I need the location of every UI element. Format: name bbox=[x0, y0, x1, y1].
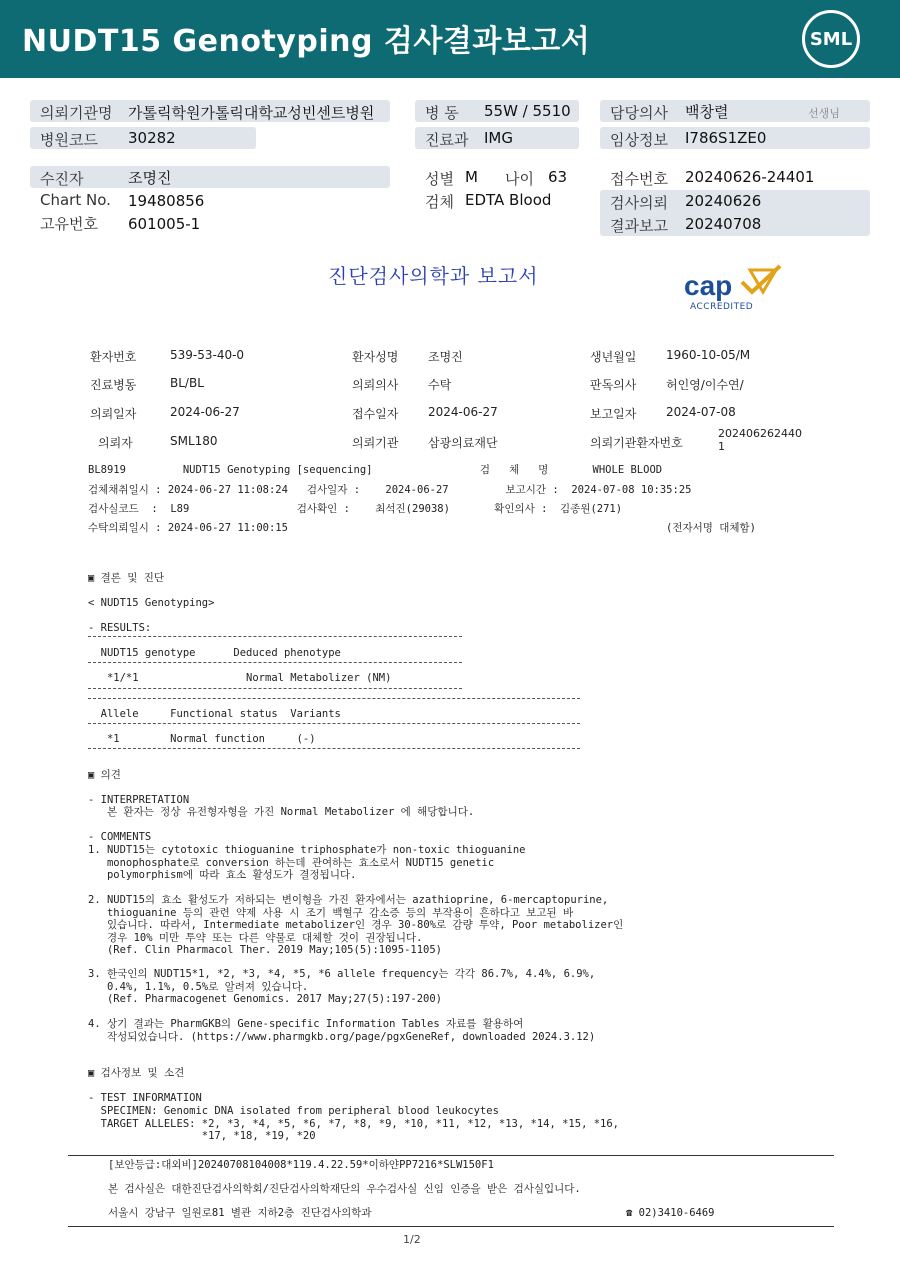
grid-label: 접수일자 bbox=[352, 407, 399, 421]
grid-label: 생년월일 bbox=[590, 350, 637, 364]
comment-1: 1. NUDT15는 cytotoxic thioguanine triphosphate가 non-toxic thioguanine monophosphate로 conversion 하는데 관여하는 효소로서 NUDT15 genetic polymorphism에 따라 효소 활성도가 결정됩니다. bbox=[88, 844, 526, 881]
divider bbox=[88, 688, 462, 689]
results-heading: - RESULTS: bbox=[88, 622, 152, 634]
grid-value: 1 bbox=[718, 440, 725, 453]
table1-header: NUDT15 genotype Deduced phenotype bbox=[88, 647, 341, 659]
grid-value: 2024-06-27 bbox=[428, 405, 498, 419]
phone: ☎ 02)3410-6469 bbox=[626, 1207, 715, 1219]
comment-2: 2. NUDT15의 효소 활성도가 저하되는 변이형을 가진 환자에서는 azathioprine, 6-mercaptopurine, thioguanine 등의 관련 약제 사용 시 조기 백혈구 감소증 등의 부작용이 흔하다고 보고된 바 있습니다. 따라서, Intermediate metabolizer인 경우 30-80%로 감량 투약, Poor metabolizer인 경우 10% 미만 투약 또는 다른 약물로 대체할 것이 권장됩니다. (Ref. Clin Pharmacol Ther. 2019 May;105(5):1095-1105) bbox=[88, 894, 624, 956]
grid-label: 의뢰일자 bbox=[90, 407, 137, 421]
patient-label: 수진자 bbox=[40, 170, 84, 188]
cap-sub: ACCREDITED bbox=[690, 302, 754, 312]
comment-3: 3. 한국인의 NUDT15*1, *2, *3, *4, *5, *6 allele frequency는 각각 86.7%, 4.4%, 6.9%, 0.4%, 1.1%, 0.5%로 알려져 있습니다. (Ref. Pharmacogenet Genomics. 2017 May;27(5):197-200) bbox=[88, 968, 596, 1005]
grid-label: 의뢰기관 bbox=[352, 436, 399, 450]
footer-divider bbox=[68, 1155, 834, 1156]
chart-value: 19480856 bbox=[128, 192, 205, 210]
security-line: [보안등급:대외비]20240708104008*119.4.22.59*이하얀PP7216*SLW150F1 bbox=[108, 1159, 494, 1171]
cert-line: 본 검사실은 대한진단검사의학회/진단검사의학재단의 우수검사실 신임 인증을 받은 검사실입니다. bbox=[108, 1183, 581, 1195]
report-heading: 진단검사의학과 보고서 bbox=[328, 264, 539, 288]
grid-value: 2024-07-08 bbox=[666, 405, 736, 419]
test-info-heading: - TEST INFORMATION bbox=[88, 1092, 202, 1104]
divider bbox=[88, 662, 462, 663]
clin-value: I786S1ZE0 bbox=[685, 129, 767, 147]
grid-label: 의뢰기관환자번호 bbox=[590, 436, 683, 450]
patient-value: 조명진 bbox=[128, 169, 172, 187]
table2-header: Allele Functional status Variants bbox=[88, 708, 341, 720]
req-org-value: 가톨릭학원가톨릭대학교성빈센트병원 bbox=[128, 104, 375, 122]
dept-label: 진료과 bbox=[425, 131, 469, 149]
result-date-label: 결과보고 bbox=[610, 217, 668, 235]
result-date-value: 20240708 bbox=[685, 215, 762, 233]
recv-value: 20240626-24401 bbox=[685, 168, 815, 186]
bl-line: BL8919 NUDT15 Genotyping [sequencing] 검 체 명 WHOLE BLOOD bbox=[88, 464, 663, 476]
grid-value: 202406262440 bbox=[718, 427, 802, 440]
chart-label: Chart No. bbox=[40, 191, 111, 209]
hosp-code-value: 30282 bbox=[128, 129, 176, 147]
grid-label: 진료병동 bbox=[90, 378, 137, 392]
detail-line-3: 수탁의뢰일시 : 2024-06-27 11:00:15 bbox=[88, 522, 288, 534]
table1-row: *1/*1 Normal Metabolizer (NM) bbox=[88, 672, 392, 684]
detail-line-2: 검사실코드 : L89 검사확인 : 최석진(29038) 확인의사 : 김종원(271) bbox=[88, 503, 623, 515]
specimen-label: 검체 bbox=[425, 193, 454, 211]
doctor-value: 백창렬 bbox=[685, 103, 729, 121]
ward-label: 병 동 bbox=[425, 104, 459, 122]
uid-value: 601005-1 bbox=[128, 215, 201, 233]
grid-label: 보고일자 bbox=[590, 407, 637, 421]
patient-bar bbox=[30, 166, 390, 188]
footer-divider bbox=[68, 1226, 834, 1227]
recv-label: 접수번호 bbox=[610, 170, 668, 188]
divider bbox=[88, 723, 580, 724]
grid-value: SML180 bbox=[170, 434, 218, 448]
interpretation-heading: - INTERPRETATION bbox=[88, 794, 190, 806]
ward-value: 55W / 5510 bbox=[484, 102, 571, 120]
grid-label: 환자성명 bbox=[352, 350, 399, 364]
cap-accredited-logo bbox=[680, 262, 790, 318]
test-req-label: 검사의뢰 bbox=[610, 194, 668, 212]
sml-logo: SML bbox=[802, 10, 860, 68]
section-opinion: ▣ 의견 bbox=[88, 769, 121, 781]
grid-value: BL/BL bbox=[170, 376, 204, 390]
divider bbox=[88, 748, 580, 749]
grid-value: 조명진 bbox=[428, 350, 463, 364]
grid-value: 수탁 bbox=[428, 378, 452, 392]
test-info-text: SPECIMEN: Genomic DNA isolated from peripheral blood leukocytes TARGET ALLELES: *2, *3, *4, *5, *6, *7, *8, *9, *10, *11, *12, *13, *14, *15, *16, *17, *18, *19, *20 bbox=[100, 1105, 620, 1142]
divider bbox=[88, 698, 580, 699]
grid-label: 의뢰자 bbox=[98, 436, 133, 450]
grid-label: 의뢰의사 bbox=[352, 378, 399, 392]
section-conclusion: ▣ 결론 및 진단 bbox=[88, 572, 165, 584]
section-test-info: ▣ 검사정보 및 소견 bbox=[88, 1067, 185, 1079]
age-value: 63 bbox=[548, 168, 568, 186]
subtitle-nudt15: < NUDT15 Genotyping> bbox=[88, 597, 215, 609]
doctor-suffix: 선생님 bbox=[808, 107, 840, 120]
report-title: NUDT15 Genotyping 검사결과보고서 bbox=[22, 24, 591, 59]
patient-grid bbox=[90, 348, 870, 458]
esign-note: (전자서명 대체함) bbox=[666, 522, 756, 534]
grid-value: 2024-06-27 bbox=[170, 405, 240, 419]
clin-label: 임상정보 bbox=[610, 131, 668, 149]
hosp-code-label: 병원코드 bbox=[40, 131, 98, 149]
uid-label: 고유번호 bbox=[40, 215, 98, 233]
grid-value: 1960-10-05/M bbox=[666, 348, 751, 362]
header-banner bbox=[0, 0, 900, 78]
detail-line-1: 검체채취일시 : 2024-06-27 11:08:24 검사일자 : 2024-06-27 보고시간 : 2024-07-08 10:35:25 bbox=[88, 484, 692, 496]
comments-heading: - COMMENTS bbox=[88, 831, 152, 843]
grid-value: 삼광의료재단 bbox=[428, 436, 498, 450]
grid-value: 539-53-40-0 bbox=[170, 348, 245, 362]
cap-text: cap bbox=[684, 270, 733, 301]
address: 서울시 강남구 일원로81 별관 지하2층 진단검사의학과 bbox=[108, 1207, 372, 1219]
sex-label: 성별 bbox=[425, 170, 454, 188]
page-number: 1/2 bbox=[403, 1233, 421, 1246]
grid-label: 판독의사 bbox=[590, 378, 637, 392]
interpretation-text: 본 환자는 정상 유전형자형을 가진 Normal Metabolizer 에 해당합니다. bbox=[88, 806, 475, 818]
age-label: 나이 bbox=[505, 170, 534, 188]
specimen-value: EDTA Blood bbox=[465, 191, 552, 209]
dept-value: IMG bbox=[484, 129, 513, 147]
grid-label: 환자번호 bbox=[90, 350, 137, 364]
doctor-label: 담당의사 bbox=[610, 104, 668, 122]
divider bbox=[88, 636, 462, 637]
test-req-value: 20240626 bbox=[685, 192, 762, 210]
req-org-label: 의뢰기관명 bbox=[40, 104, 113, 122]
sex-value: M bbox=[465, 168, 478, 186]
grid-value: 허인영/이수연/ bbox=[666, 378, 744, 392]
table2-row: *1 Normal function (-) bbox=[88, 733, 316, 745]
comment-4: 4. 상기 결과는 PharmGKB의 Gene-specific Information Tables 자료를 활용하여 작성되었습니다. (https://www.pharmgkb.org/page/pgxGeneRef, downloaded 2024.3.12) bbox=[88, 1018, 596, 1043]
